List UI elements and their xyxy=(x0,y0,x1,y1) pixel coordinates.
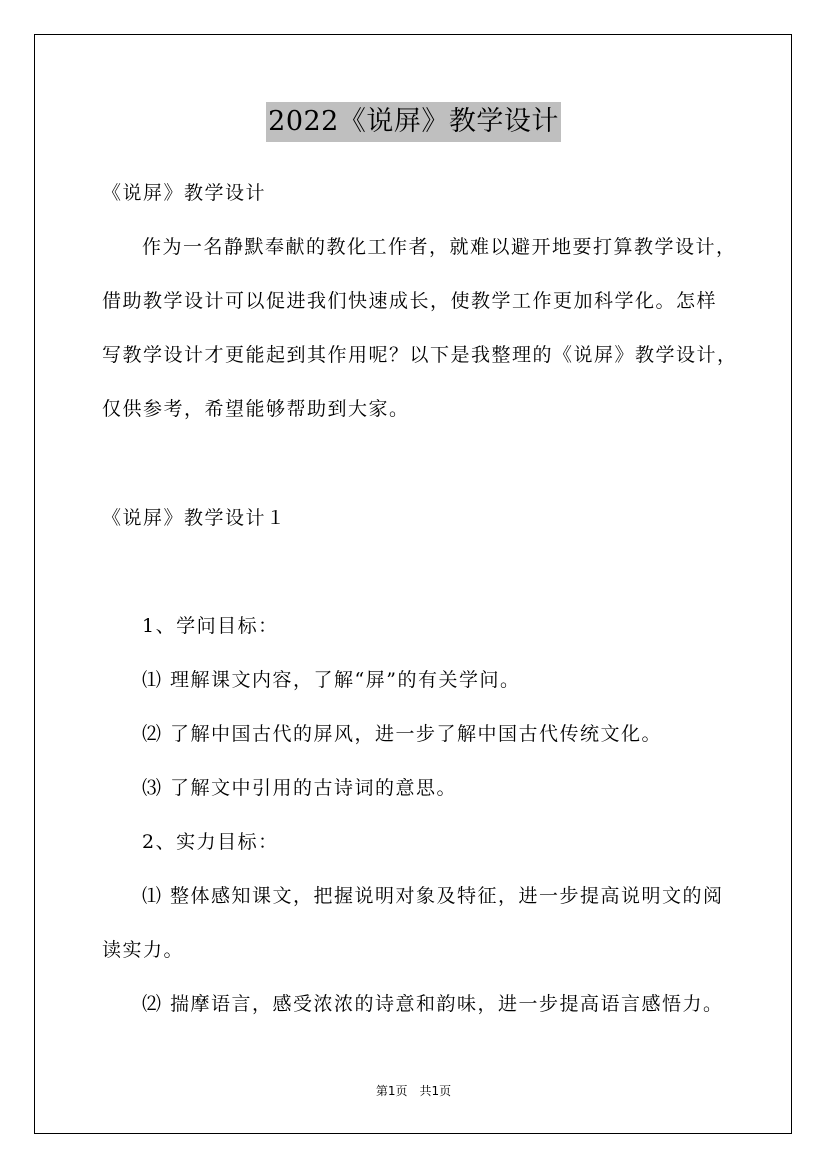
intro-line-2: 借助教学设计可以促进我们快速成长，使教学工作更加科学化。怎样 xyxy=(102,290,718,312)
knowledge-heading: 1、学问目标： xyxy=(142,615,279,637)
knowledge-item-2: ⑵ 了解中国古代的屏风，进一步了解中国古代传统文化。 xyxy=(142,723,663,745)
knowledge-item-1: ⑴ 理解课文内容，了解“屏”的有关学问。 xyxy=(142,669,521,691)
intro-line-3: 写教学设计才更能起到其作用呢？以下是我整理的《说屏》教学设计， xyxy=(102,344,738,366)
ability-item-1-line-2: 读实力。 xyxy=(102,939,185,961)
page-footer: 第1页 共1页 xyxy=(375,1084,452,1098)
knowledge-item-3: ⑶ 了解文中引用的古诗词的意思。 xyxy=(142,777,458,799)
intro-line-1: 作为一名静默奉献的教化工作者，就难以避开地要打算教学设计， xyxy=(142,236,737,258)
intro-line-4: 仅供参考，希望能够帮助到大家。 xyxy=(102,398,410,420)
subtitle: 《说屏》教学设计 xyxy=(102,182,267,204)
title-container xyxy=(0,102,827,142)
document-title: 2022《说屏》教学设计 xyxy=(266,102,561,142)
ability-item-1-line-1: ⑴ 整体感知课文，把握说明对象及特征，进一步提高说明文的阅 xyxy=(142,885,724,907)
section-heading: 《说屏》教学设计１ xyxy=(102,507,287,529)
ability-heading: 2、实力目标： xyxy=(142,831,279,853)
ability-item-2: ⑵ 揣摩语言，感受浓浓的诗意和韵味，进一步提高语言感悟力。 xyxy=(142,993,724,1015)
